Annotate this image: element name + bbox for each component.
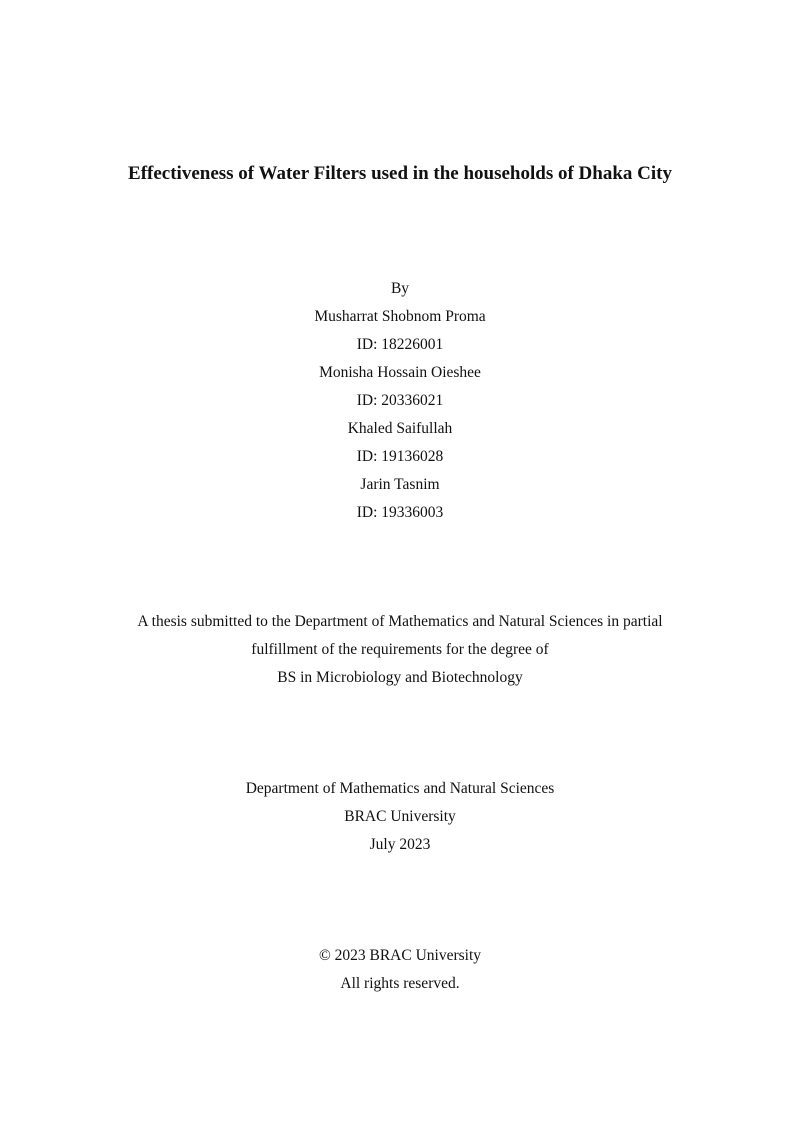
author-id: ID: 19336003 (356, 504, 444, 521)
submission-statement (0, 608, 800, 692)
statement-line: fulfillment of the requirements for the degree of (251, 641, 549, 658)
author-name: Monisha Hossain Oieshee (319, 364, 481, 381)
by-label: By (390, 280, 410, 297)
thesis-title: Effectiveness of Water Filters used in the households of Dhaka City (128, 163, 672, 184)
university-name: BRAC University (344, 808, 456, 825)
rights-statement: All rights reserved. (340, 975, 460, 992)
author-id: ID: 20336021 (356, 392, 444, 409)
author-id: ID: 18226001 (356, 336, 444, 353)
copyright-block (0, 942, 800, 998)
statement-line: A thesis submitted to the Department of Mathematics and Natural Sciences in partial (137, 613, 663, 630)
author-name: Khaled Saifullah (347, 420, 453, 437)
author-id: ID: 19136028 (356, 448, 444, 465)
author-name: Jarin Tasnim (360, 476, 440, 493)
author-block (0, 275, 800, 527)
institution-block (0, 775, 800, 859)
author-name: Musharrat Shobnom Proma (314, 308, 486, 325)
department-name: Department of Mathematics and Natural Sciences (245, 780, 555, 797)
submission-date: July 2023 (369, 836, 431, 853)
copyright-notice: © 2023 BRAC University (318, 947, 482, 964)
degree-name: BS in Microbiology and Biotechnology (277, 669, 523, 686)
